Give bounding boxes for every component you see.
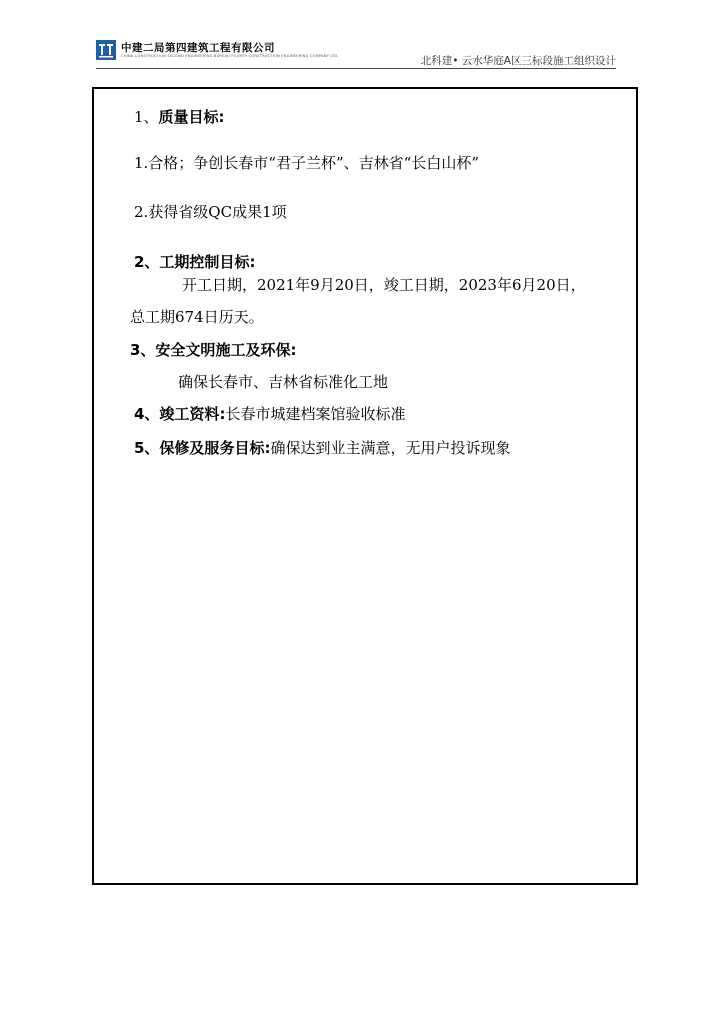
section-4-row: [134, 405, 405, 423]
section-1-number: 1、: [134, 108, 159, 126]
page-header: [0, 0, 724, 80]
section-4-heading: 4、竣工资料:: [134, 405, 226, 423]
company-name-cn: 中建二局第四建筑工程有限公司: [121, 42, 275, 54]
schedule-line-1: 开工日期，2021年9月20日，竣工日期，2023年6月20日，: [182, 276, 586, 294]
safety-goal-text: 确保长春市、吉林省标准化工地: [178, 373, 389, 391]
warranty-goal-text: 确保达到业主满意，无用户投诉现象: [270, 439, 511, 457]
company-logo-icon: [96, 40, 116, 60]
section-5-row: [134, 439, 510, 457]
schedule-line-2: 总工期674日历天。: [130, 308, 264, 326]
section-2-heading: 2、工期控制目标:: [134, 253, 256, 271]
quality-goal-item-1: 1.合格；争创长春市“君子兰杯”、吉林省“长白山杯”: [134, 154, 479, 172]
project-title: 北科建• 云水华庭A区三标段施工组织设计: [420, 55, 616, 67]
header-divider: [96, 68, 616, 69]
quality-goal-item-2: 2.获得省级QC成果1项: [134, 203, 287, 221]
section-1-title: 质量目标:: [158, 108, 225, 126]
section-5-heading: 5、保修及服务目标:: [134, 439, 271, 457]
section-1-heading: [134, 108, 225, 126]
company-name-en: CHINA CONSTRUCTION SECOND ENGINEERING BUREAU FOURTH CONSTRUCTION ENGINEERING COMPANY LTD.: [121, 54, 339, 58]
completion-docs-text: 长春市城建档案馆验收标准: [225, 405, 406, 423]
section-3-heading: 3、安全文明施工及环保:: [130, 341, 297, 359]
